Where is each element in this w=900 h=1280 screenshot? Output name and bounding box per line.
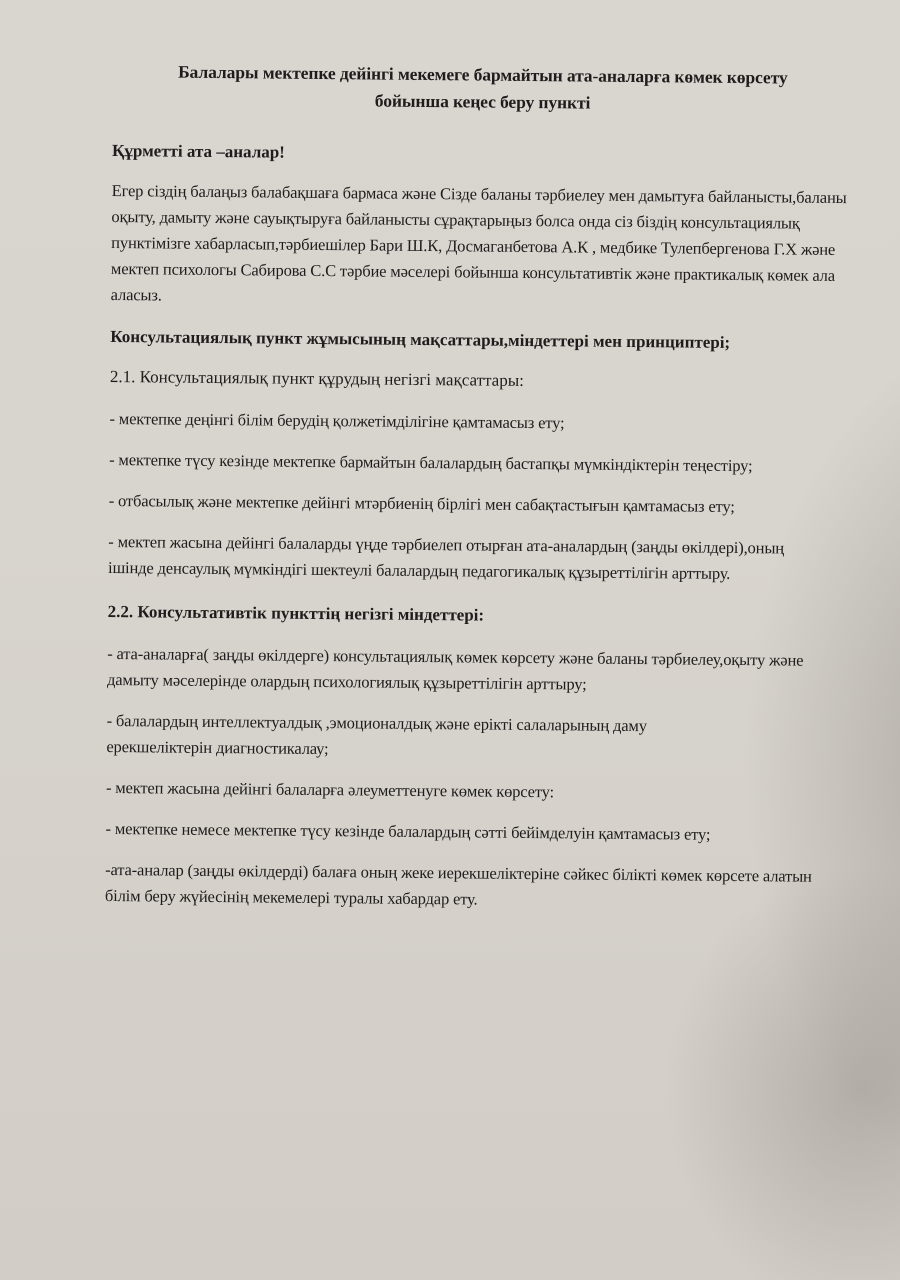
intro-paragraph: Егер сіздің балаңыз балабақшаға бармаса және Сізде баланы тәрбиелеу мен дамытуға байланысты,баланы оқыту, дамыту және сауықтыруға байланысты сұрақтарыңыз болса онда сіз біздің консультациялық пунктімізге хабарласып,тәрбиешілер Бари Ш.К, Досмаганбетова А.К , медбике Тулепбергенова Г.Х және мектеп психологы Сабирова С.С тәрбие мәселері бойынша консультативтік және практикалық көмек ала аласыз. <box>110 180 847 305</box>
list-item: - балалардың интеллектуалдық ,эмоционалдық және ерікті салаларының даму ерекшеліктерін диагностикалау; <box>106 710 647 759</box>
list-item: - мектеп жасына дейінгі балаларға әлеуметтенуге көмек көрсету: <box>105 777 555 802</box>
list-item: - мектепке немесе мектепке түсу кезінде балалардың сәтті бейімделуін қамтамасыз ету; <box>105 818 711 844</box>
section-2-1 <box>108 366 850 588</box>
document-title <box>112 58 852 119</box>
section-2-2-heading: 2.2. Консультативтік пункттің негізгі міндеттері: <box>107 601 485 625</box>
list-item: - мектепке түсу кезінде мектепке бармайтын балалардың бастапқы мүмкіндіктерін теңестіру; <box>109 449 753 476</box>
list-item: - отбасылық және мектепке дейінгі мтәрбиенің бірлігі мен сабақтастығын қамтамасыз ету; <box>108 490 735 516</box>
document-body <box>105 58 853 931</box>
list-item: - мектеп жасына дейінгі балаларды үңде тәрбиелеп отырған ата-аналардың (заңды өкілдері),оның ішінде денсаулық мүмкіндігі шектеулі балалардың педагогикалық құзыреттілігін арттыру. <box>108 531 785 583</box>
section-2-1-heading: 2.1. Консультациялық пункт құрудың негізгі мақсаттары: <box>109 366 524 390</box>
list-item: - мектепке деңінгі білім берудің қолжетімділігіне қамтамасыз ету; <box>109 408 565 433</box>
section-2-2 <box>105 601 848 916</box>
title-line-2: бойынша кеңес беру пункті <box>374 90 591 113</box>
section-heading: Консультациялық пункт жұмысының мақсаттары,міндеттері мен принциптері; <box>110 326 731 352</box>
list-item: -ата-аналар (заңды өкілдерді) балаға оның жеке иерекшеліктеріне сәйкес білікті көмек көрсете алатын білім беру жүйесінің мекемелері туралы хабардар ету. <box>104 859 812 909</box>
list-item: - ата-аналарға( заңды өкілдерге) консультациялық көмек көрсету және баланы тәрбиелеу,оқыту және дамыту мәселерінде олардың психологиялық құзыреттілігін арттыру; <box>106 643 804 694</box>
title-line-1: Балалары мектепке дейінгі мекемеге бармайтын ата-аналарға көмек көрсету <box>178 61 788 88</box>
greeting: Құрметті ата –аналар! <box>112 140 285 162</box>
